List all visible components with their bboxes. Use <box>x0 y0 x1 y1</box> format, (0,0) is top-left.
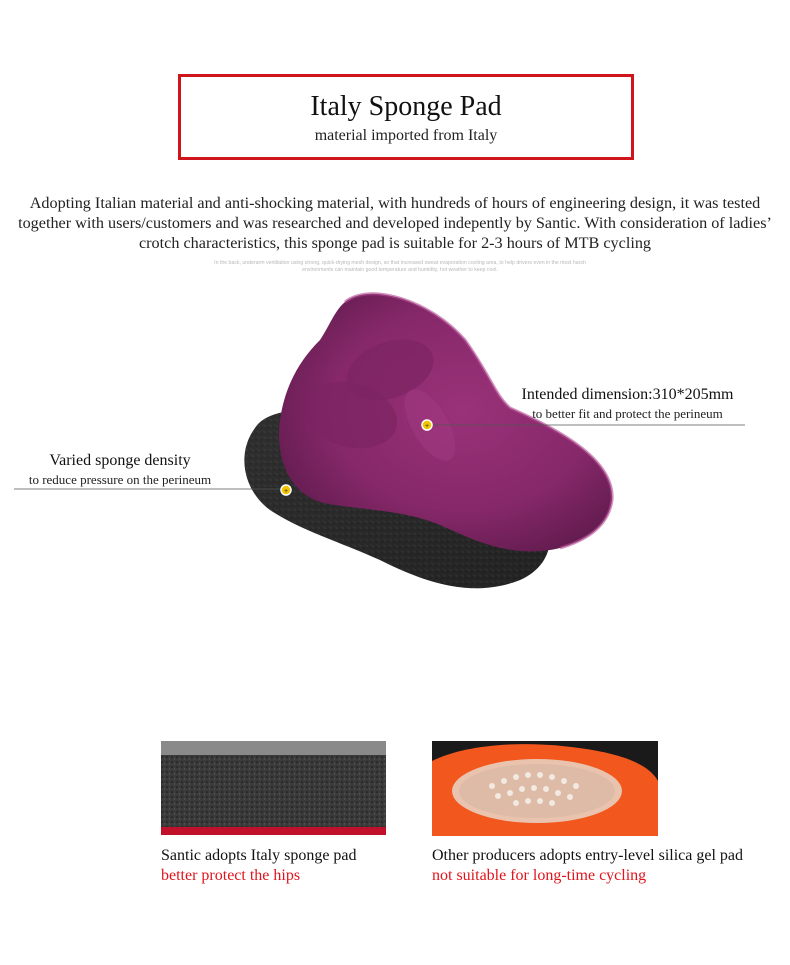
caption-other <box>432 846 743 886</box>
caption-other-drawback: not suitable for long-time cycling <box>432 867 647 884</box>
sponge-texture-photo <box>161 741 386 835</box>
callout-density <box>10 452 230 488</box>
callout-density-title: Varied sponge density <box>49 452 191 469</box>
callout-density-subtitle: to reduce pressure on the perineum <box>28 472 212 487</box>
sponge-pad-illustration <box>0 280 790 620</box>
page-subtitle: material imported from Italy <box>314 127 498 144</box>
caption-santic-benefit: better protect the hips <box>161 867 301 884</box>
page-title: Italy Sponge Pad <box>310 91 502 122</box>
caption-other-text: Other producers adopts entry-level silica gel pad <box>432 847 743 864</box>
marker-dimension <box>422 420 432 430</box>
marker-density <box>281 485 291 495</box>
caption-santic-text: Santic adopts Italy sponge pad <box>161 847 357 864</box>
fine-print: In the back, underarm ventilation using strong, quick-drying mesh design, so that increased sweat evaporation cooling area, to help drivers even in the most harsh environments can maintain good temperature and humidity, hot weather to keep cool. <box>214 260 586 273</box>
caption-santic <box>161 846 357 886</box>
svg-text:+: + <box>283 488 289 495</box>
intro-paragraph: Adopting Italian material and anti-shocking material, with hundreds of hours of engineering design, it was tested together with users/customers and was researched and developed indepently by Santic. With consideration of ladies’ crotch characteristics, this sponge pad is suitable for 2-3 hours of MTB cycling <box>18 194 772 252</box>
svg-text:+: + <box>424 423 430 430</box>
title-box <box>178 74 634 160</box>
gel-pad-photo <box>432 741 658 836</box>
callout-dimension <box>505 386 750 422</box>
callout-dimension-subtitle: to better fit and protect the perineum <box>532 406 723 421</box>
callout-dimension-title: Intended dimension:310*205mm <box>521 386 734 403</box>
